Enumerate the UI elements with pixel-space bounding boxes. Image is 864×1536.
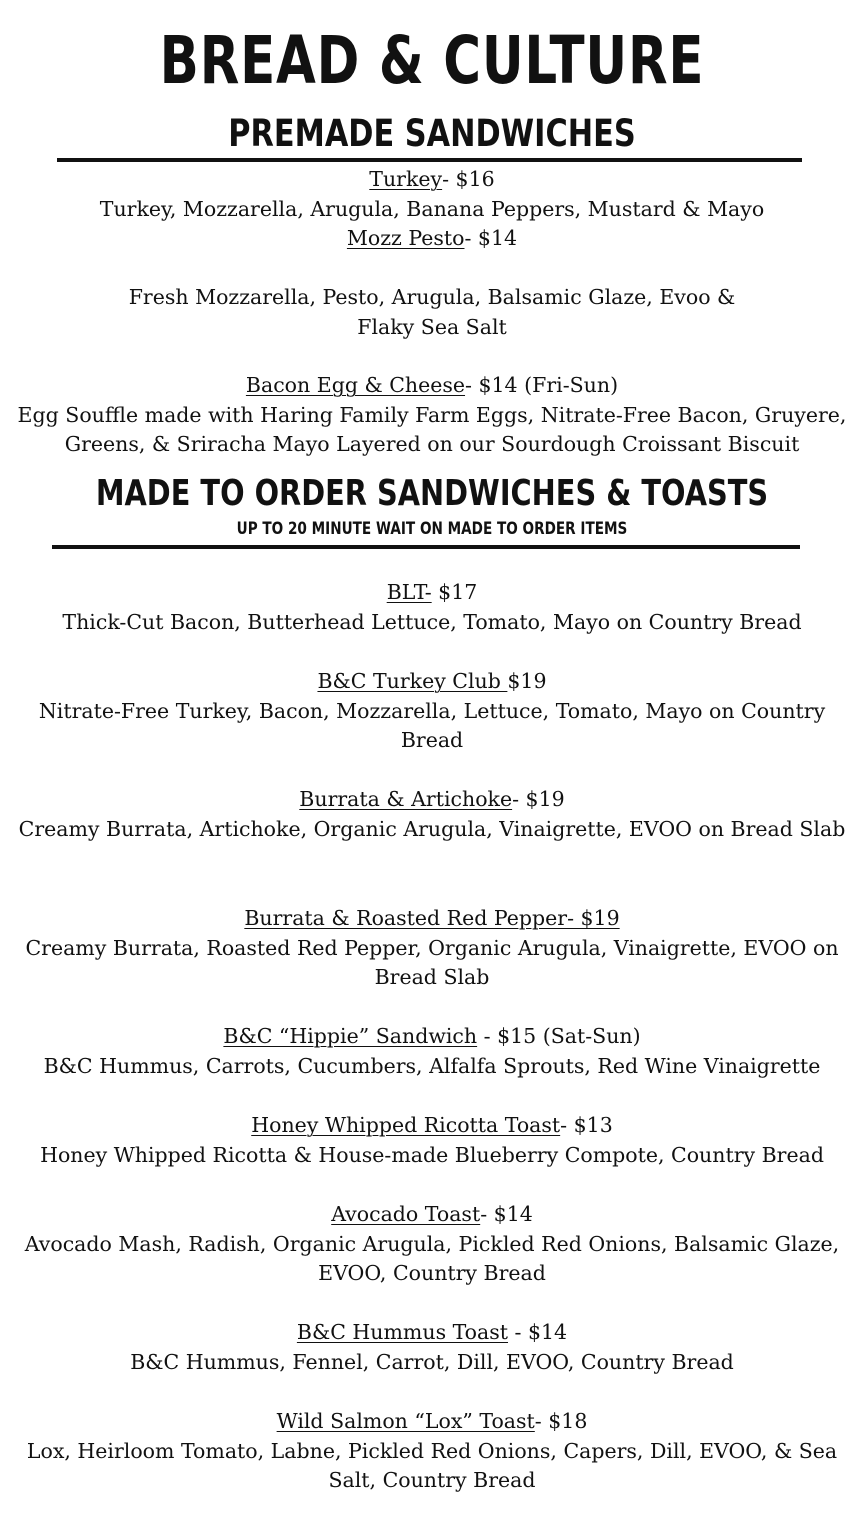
item-description: Nitrate-Free Turkey, Bacon, Mozzarella, Lettuce, Tomato, Mayo on Country Bread [38, 698, 826, 752]
item-price: - $16 [442, 167, 495, 191]
menu-item-ricotta-toast [0, 1111, 864, 1170]
item-description: B&C Hummus, Fennel, Carrot, Dill, EVOO, Country Bread [130, 1349, 734, 1374]
item-description: Creamy Burrata, Roasted Red Pepper, Organic Arugula, Vinaigrette, EVOO on Bread Slab [25, 935, 839, 989]
item-name: Burrata & Roasted Red Pepper- $19 [244, 906, 620, 930]
item-name: B&C Hummus Toast [296, 1320, 509, 1344]
item-heading [0, 667, 864, 697]
item-heading [0, 1318, 864, 1348]
item-description: Honey Whipped Ricotta & House-made Blueberry Compote, Country Bread [40, 1142, 824, 1167]
menu-item-mozz-pesto [0, 224, 864, 342]
premade-divider [57, 158, 802, 162]
item-description: Fresh Mozzarella, Pesto, Arugula, Balsamic Glaze, Evoo & Flaky Sea Salt [128, 285, 736, 339]
item-name: Avocado Toast [331, 1202, 481, 1226]
menu-item-burrata-roasted-red-pepper [0, 904, 864, 993]
item-price: - $13 [560, 1113, 613, 1137]
item-heading [0, 785, 864, 815]
item-name: Mozz Pesto [346, 226, 465, 250]
item-name: B&C Turkey Club [317, 669, 508, 693]
item-price: - $14 [508, 1320, 568, 1344]
item-heading [0, 1407, 864, 1437]
item-name: B&C “Hippie” Sandwich [223, 1024, 478, 1048]
item-name: Turkey [369, 167, 443, 191]
item-description: B&C Hummus, Carrots, Cucumbers, Alfalfa Sprouts, Red Wine Vinaigrette [43, 1053, 821, 1078]
brand-title: BREAD & CULTURE [159, 22, 705, 99]
item-price: - $19 [512, 787, 565, 811]
item-heading [0, 1022, 864, 1052]
made-to-order-wait-note: UP TO 20 MINUTE WAIT ON MADE TO ORDER ITEMS [236, 519, 628, 539]
item-name: Burrata & Artichoke [299, 787, 513, 811]
item-heading [0, 578, 864, 608]
menu-item-burrata-artichoke [0, 785, 864, 844]
item-price: - $14 (Fri-Sun) [465, 373, 619, 397]
item-name: Bacon Egg & Cheese [245, 373, 466, 397]
item-price: - $15 (Sat-Sun) [477, 1024, 641, 1048]
item-heading [0, 904, 864, 934]
item-name: Honey Whipped Ricotta Toast [251, 1113, 561, 1137]
item-description: Creamy Burrata, Artichoke, Organic Arugula, Vinaigrette, EVOO on Bread Slab [18, 816, 846, 841]
item-heading [0, 1111, 864, 1141]
item-heading [0, 1200, 864, 1230]
item-price: - $14 [480, 1202, 533, 1226]
menu-item-hummus-toast [0, 1318, 864, 1377]
item-description: Lox, Heirloom Tomato, Labne, Pickled Red Onions, Capers, Dill, EVOO, & Sea Salt, Country Bread [26, 1438, 838, 1492]
premade-section-title: PREMADE SANDWICHES [228, 112, 636, 155]
item-description: Egg Souffle made with Haring Family Farm Eggs, Nitrate-Free Bacon, Gruyere, Greens, & Sriracha Mayo Layered on our Sourdough Croissant Biscuit [17, 402, 847, 456]
item-price: $19 [507, 669, 547, 693]
made-to-order-divider [52, 545, 800, 549]
item-description: Turkey, Mozzarella, Arugula, Banana Peppers, Mustard & Mayo [99, 196, 765, 221]
item-price: - $14 [464, 226, 518, 250]
item-price: - $18 [534, 1409, 588, 1433]
menu-item-turkey [0, 165, 864, 224]
item-name: BLT- [386, 580, 432, 604]
item-heading [0, 371, 864, 401]
menu-item-avocado-toast [0, 1200, 864, 1289]
menu-item-lox-toast [0, 1407, 864, 1496]
menu-item-hippie-sandwich [0, 1022, 864, 1081]
item-heading [0, 224, 864, 254]
menu-item-turkey-club [0, 667, 864, 756]
item-description: Thick-Cut Bacon, Butterhead Lettuce, Tomato, Mayo on Country Bread [62, 609, 802, 634]
made-to-order-section-title: MADE TO ORDER SANDWICHES & TOASTS [95, 473, 769, 514]
menu-item-blt [0, 578, 864, 637]
item-heading [0, 165, 864, 195]
item-name: Wild Salmon “Lox” Toast [276, 1409, 535, 1433]
item-price: $17 [431, 580, 478, 604]
item-description: Avocado Mash, Radish, Organic Arugula, Pickled Red Onions, Balsamic Glaze, EVOO, Country Bread [24, 1231, 840, 1285]
menu-item-bacon-egg-cheese [0, 371, 864, 460]
